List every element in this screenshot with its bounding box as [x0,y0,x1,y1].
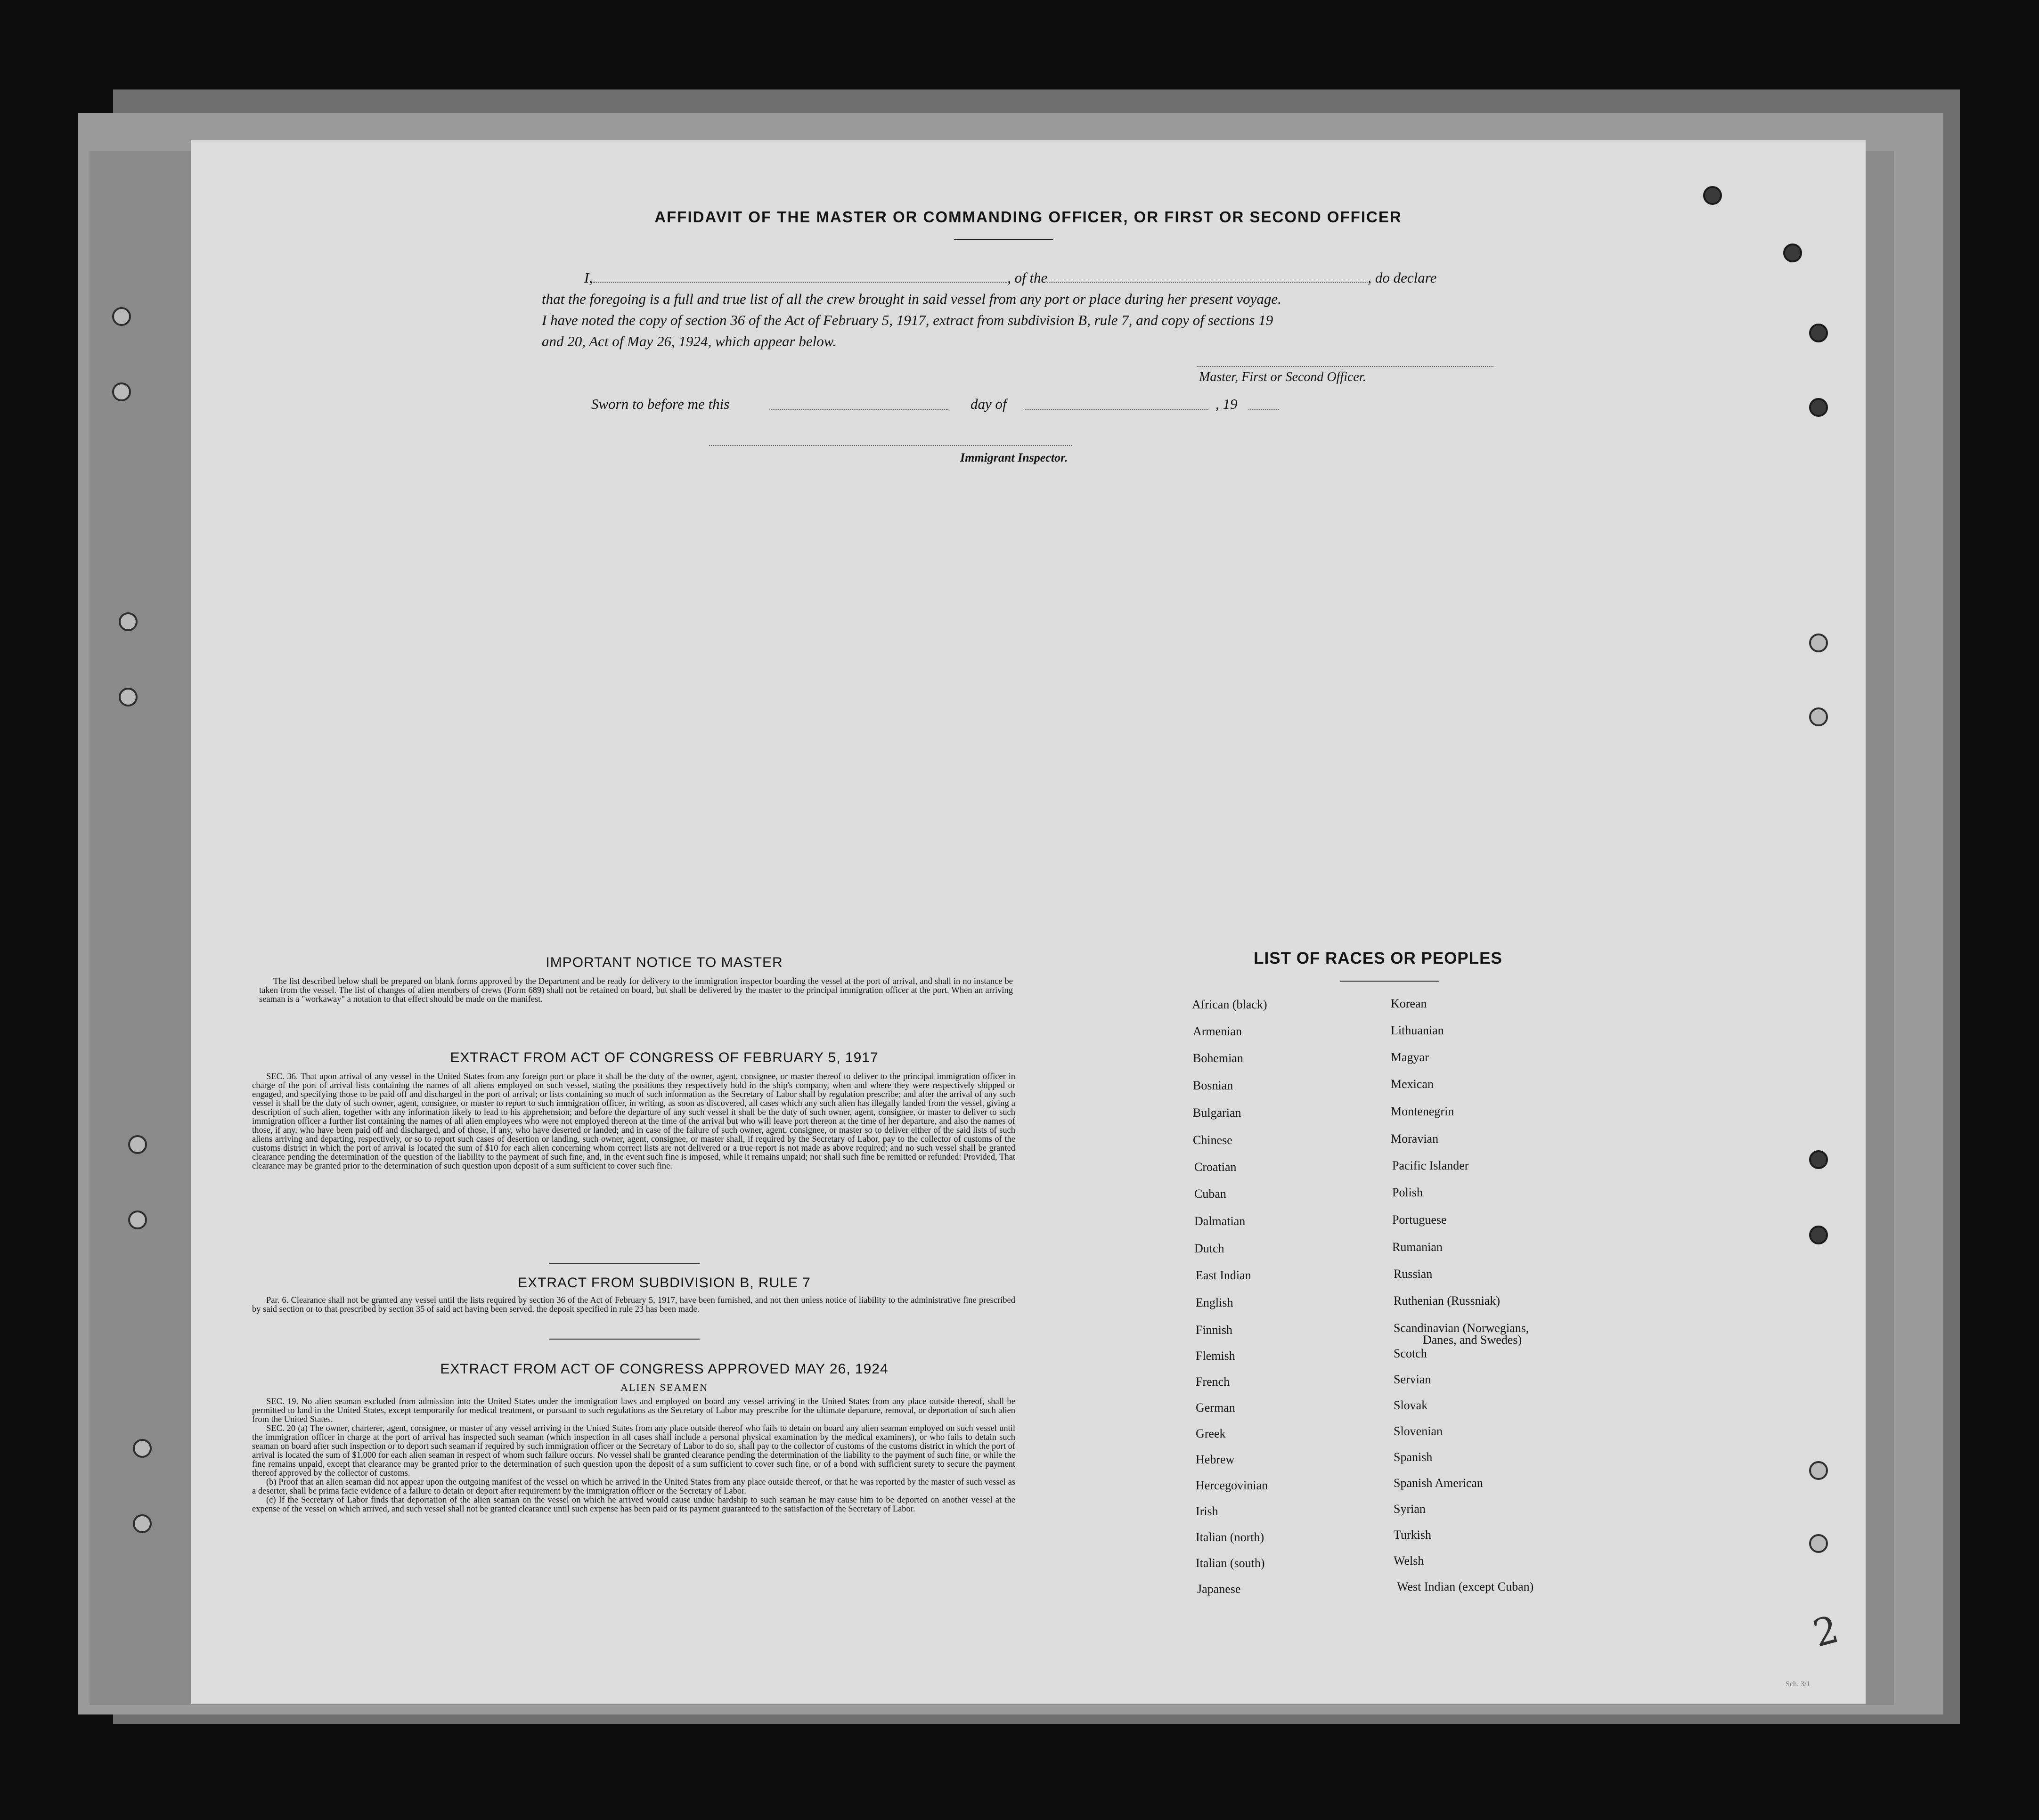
race-item: English [1196,1296,1233,1309]
race-item: Polish [1392,1186,1423,1199]
race-item: Chinese [1193,1133,1232,1147]
race-item: Flemish [1196,1349,1235,1363]
handwritten-page-number: 2 [1808,1607,1843,1656]
race-item: Russian [1394,1267,1433,1281]
master-caption: Master, First or Second Officer. [1199,370,1366,384]
act-1917-text: SEC. 36. That upon arrival of any vessel in the United States from any foreign port or place it shall be the duty of the owner, agent, consignee, or master thereof to deliver to the principal immigration officer in charge of the port of arrival lists containing the names of all aliens employed on such vessel, stating the positions they respectively hold in the ship's company, when and where they were respectively shipped or engaged, and specifying those to be paid off and discharged in the port of arrival; or lists containing so much of such information as the Secretary of Labor shall by regulation prescribe; and after the arrival of any such vessel it shall be the duty of such owner, agent, consignee, or master to report to such immigration officer, in writing, as soon as discovered, all cases which any such alien has illegally landed from the vessel, giving a description of such alien, together with any information likely to lead to his apprehension; and before the departure of any such vessel it shall be the duty of such owner, agent, consignee, or master to deliver to such immigration officer a further list containing the names of all alien employees who were not employed thereon at the time of the arrival but who will leave port thereon at the time of her departure, and also the names of those, if any, who have been paid off and discharged, and of those, if any, who have deserted or landed; and in case of the failure of such owner, agent, consignee, or master so to deliver either of the said lists of such aliens arriving and departing, respectively, or so to report such cases of desertion or landing, such owner, agent, consignee, or master shall, if required by the Secretary of Labor, pay to the collector of customs of the customs district in which the port of arrival is located the sum of $10 for each alien concerning whom correct lists are not delivered or a true report is not made as above required; and no such vessel shall be granted clearance pending the determination of the question of the liability to the payment of such fine, and, in the event such fine is imposed, while it remains unpaid; nor shall such fine be remitted or refunded: Provided, That clearance may be granted prior to the determination of such question upon deposit of a sum sufficient to cover such fine. [252,1072,1015,1171]
races-title: LIST OF RACES OR PEOPLES [1254,949,1502,967]
sworn-year: , 19 [1215,396,1238,412]
declaration-text [542,267,1493,352]
binder-hole [133,1439,152,1458]
race-item: African (black) [1192,998,1267,1011]
sec-20c-paragraph: (c) If the Secretary of Labor finds that deportation of the alien seaman on the vessel on which he arrived would cause undue hardship to such seaman he may cause him to be deported on another vessel at the expense of the vessel on which arrived, and such vessel shall not be granted clearance until such expense has been paid or its payment guaranteed to the satisfaction of the Secretary of Labor. [252,1495,1015,1514]
punch-hole [1809,1534,1828,1553]
race-item: Ruthenian (Russniak) [1394,1294,1501,1308]
binder-hole [112,307,131,326]
act-1924-subtitle: ALIEN SEAMEN [620,1381,708,1393]
race-item: Korean [1391,997,1427,1010]
race-item: Scandinavian (Norwegians, [1394,1321,1529,1335]
section-divider [549,1263,700,1264]
rule-7-title: EXTRACT FROM SUBDIVISION B, RULE 7 [518,1275,811,1291]
inspector-caption: Immigrant Inspector. [960,451,1068,464]
name-blank [593,271,1007,283]
sec-19-paragraph: SEC. 19. No alien seaman excluded from admission into the United States under the immigration laws and employed on board any vessel arriving in the United States from any place outside thereof, shall be permitted to land in the United States, except temporarily for medical treatment, or pursuant to such regulations as the Secretary of Labor may prescribe for the ultimate departure, removal, or deportation of such alien from the United States. [252,1397,1015,1424]
race-item: Finnish [1196,1323,1233,1337]
sworn-label: Sworn to before me this [591,396,730,412]
binder-hole [133,1514,152,1533]
section-divider [549,1339,700,1340]
race-item: Turkish [1394,1528,1431,1542]
declaration-line-2: that the foregoing is a full and true list of all the crew brought in said vessel from any port or place during her present voyage. [542,291,1281,307]
race-item: Italian (north) [1196,1530,1264,1544]
punch-hole [1809,707,1828,726]
binder-hole [128,1135,147,1154]
document-page [191,140,1866,1704]
race-item: French [1196,1375,1230,1389]
race-item: West Indian (except Cuban) [1397,1580,1534,1593]
race-item: Japanese [1197,1582,1241,1596]
race-item: Cuban [1194,1187,1226,1201]
inspector-signature-line [709,445,1072,446]
race-item: Magyar [1391,1050,1429,1064]
races-title-rule [1340,981,1439,982]
punch-hole [1809,1150,1828,1169]
race-item: Irish [1196,1504,1218,1518]
race-item: Spanish [1394,1450,1433,1464]
race-item: Slovenian [1394,1424,1443,1438]
sec-20b-paragraph: (b) Proof that an alien seaman did not appear upon the outgoing manifest of the vessel on which he arrived in the United States from any place outside thereof, or that he was reported by the master of such vessel as a deserter, shall be prima facie evidence of a failure to detain or deport after requirement by the immigration officer or the Secretary of Labor. [252,1478,1015,1496]
affidavit-title: AFFIDAVIT OF THE MASTER OR COMMANDING OFFICER, OR FIRST OR SECOND OFFICER [654,208,1402,226]
race-item: Lithuanian [1391,1024,1444,1037]
act-1924-text [252,1398,1015,1514]
race-item: Dalmatian [1194,1214,1246,1228]
race-item: Servian [1394,1373,1431,1386]
race-item: Welsh [1394,1554,1424,1568]
race-item: Bulgarian [1193,1106,1241,1120]
binder-hole [119,688,138,707]
race-item: Armenian [1193,1024,1242,1038]
title-underline [954,239,1053,240]
binder-hole [128,1211,147,1229]
sworn-day-of: day of [971,396,1007,412]
master-signature-line [1197,366,1493,367]
punch-hole [1809,1226,1828,1244]
race-item: Scotch [1394,1347,1427,1360]
binder-hole [119,612,138,631]
punch-hole [1809,324,1828,342]
race-item: German [1196,1401,1235,1414]
race-item: Dutch [1194,1242,1224,1255]
race-item: Rumanian [1392,1240,1443,1254]
race-item: Pacific Islander [1392,1159,1469,1172]
punch-hole [1809,634,1828,652]
punch-hole [1809,398,1828,417]
race-item: Mexican [1391,1077,1434,1091]
sec-20a-paragraph: SEC. 20 (a) The owner, charterer, agent, consignee, or master of any vessel arriving in the United States from any place outside thereof who fails to detain on board any alien seaman employed on such vessel until the immigration officer in charge at the port of arrival has inspected such seaman (which inspection in all cases shall include a personal physical examination by the medical examiners), or who fails to detain such seaman on board after such inspection or to deport such seaman if required by such immigration officer or the Secretary of Labor to do so, shall pay to the collector of customs of the customs district in which the port of arrival is located the sum of $1,000 for each alien seaman in respect of whom such failure occurs. No vessel shall be granted clearance pending the determination of the liability to the payment of such fine, or while the fine remains unpaid, except that clearance may be granted prior to the determination of such question upon the deposit of a sum sufficient to cover such fine, or of a bond with sufficient surety to secure the payment thereof approved by the collector of customs. [252,1424,1015,1478]
punch-hole [1783,244,1802,262]
sworn-year-blank [1248,409,1279,410]
punch-hole [1703,186,1722,205]
race-item: Slovak [1394,1398,1428,1412]
race-item: East Indian [1196,1268,1251,1282]
sworn-month-blank [1025,409,1208,410]
race-item: Bosnian [1193,1079,1233,1092]
race-item: Montenegrin [1391,1105,1454,1118]
rule-7-text: Par. 6. Clearance shall not be granted any vessel until the lists required by section 36 of the Act of February 5, 1917, have been furnished, and not then unless notice of liability to the administrative fine prescribed by said section or to that prescribed by section 35 of said act having been served, the deposit specified in rule 23 has been made. [252,1296,1015,1314]
race-item: Portuguese [1392,1213,1447,1227]
vessel-blank [1047,271,1368,283]
race-item: Syrian [1394,1502,1426,1516]
notice-text: The list described below shall be prepared on blank forms approved by the Department and be ready for delivery to the immigration inspector boarding the vessel at the port of arrival, and shall in no instance be taken from the vessel. The list of changes of alien members of crews (Form 689) shall not be retained on board, but shall be delivered by the master to the principal immigration officer at the port. When an arriving seaman is a "workaway" a notation to that effect should be made on the manifest. [259,977,1013,1004]
race-item: Hebrew [1196,1453,1235,1466]
declaration-line-3: I have noted the copy of section 36 of the Act of February 5, 1917, extract from subdivision B, rule 7, and copy of sections 19 [542,312,1273,328]
race-item: Bohemian [1193,1051,1243,1065]
race-item: Moravian [1391,1132,1439,1146]
sworn-day-blank [769,409,948,410]
act-1924-title: EXTRACT FROM ACT OF CONGRESS APPROVED MAY 26, 1924 [440,1361,889,1377]
race-item: Italian (south) [1196,1556,1265,1570]
race-item-continued: Danes, and Swedes) [1423,1333,1522,1347]
notice-title: IMPORTANT NOTICE TO MASTER [546,955,783,970]
act-1917-title: EXTRACT FROM ACT OF CONGRESS OF FEBRUARY 5, 1917 [450,1050,879,1065]
declaration-line-4: and 20, Act of May 26, 1924, which appear below. [542,333,836,349]
race-item: Greek [1196,1427,1226,1440]
race-item: Croatian [1194,1160,1237,1174]
race-item: Hercegovinian [1196,1479,1268,1492]
punch-hole [1809,1461,1828,1480]
form-number: Sch. 3/1 [1786,1680,1811,1688]
binder-hole [112,382,131,401]
declaration-line-1: I, , of the , do declare [584,269,1437,286]
race-item: Spanish American [1394,1476,1483,1490]
